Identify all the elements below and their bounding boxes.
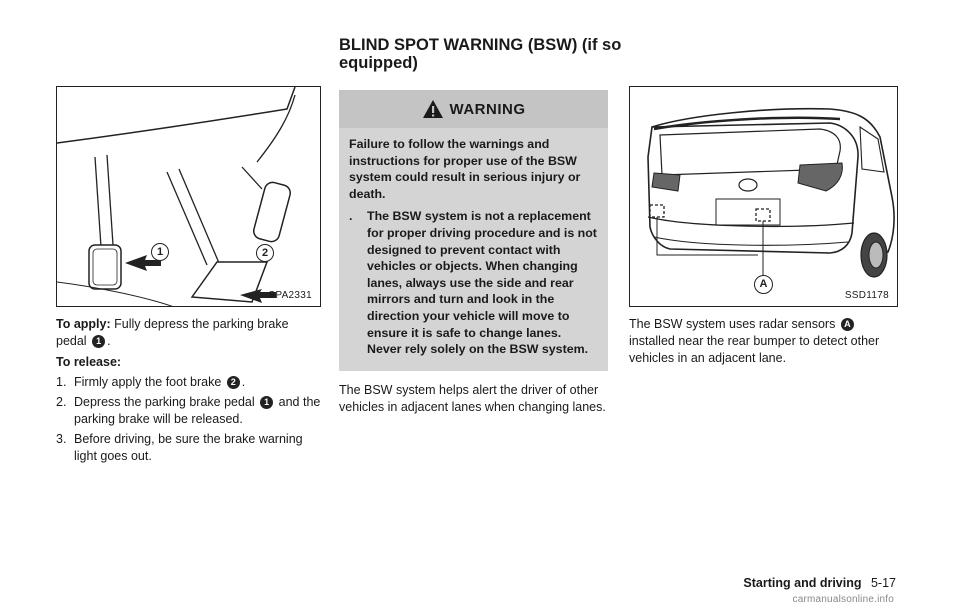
step-number: 2. <box>56 395 67 409</box>
step-text: Depress the parking brake pedal 1 and the parking brake will be released. <box>74 395 321 426</box>
callout-a-icon: A <box>841 318 854 331</box>
list-item <box>56 431 321 465</box>
page-footer <box>743 576 896 590</box>
list-item <box>56 394 321 428</box>
page-number: 5-17 <box>870 576 896 590</box>
vehicle-figure <box>629 86 898 307</box>
warning-body <box>339 128 608 358</box>
figure-code: SPA2331 <box>268 290 312 301</box>
warning-intro: Failure to follow the warnings and instructions for proper use of the BSW system could result in serious injury or death. <box>349 137 581 201</box>
callout-1-icon: 1 <box>151 243 169 261</box>
section-title: BLIND SPOT WARNING (BSW) (if so equipped) <box>339 36 622 72</box>
callout-2-icon: 2 <box>256 244 274 262</box>
apply-text-end: . <box>107 334 111 348</box>
figure-code: SSD1178 <box>844 290 889 301</box>
minivan-illustration <box>630 87 898 307</box>
warning-bullet <box>349 208 598 357</box>
apply-paragraph <box>56 316 321 350</box>
bullet-marker: . <box>349 209 353 224</box>
warning-title: WARNING <box>449 100 526 118</box>
callout-a-icon: A <box>754 275 773 294</box>
callout-1-icon: 1 <box>92 335 105 348</box>
warning-header <box>339 90 608 128</box>
footer-section: Starting and driving <box>743 576 862 590</box>
list-item <box>56 374 321 391</box>
pedal-illustration <box>57 87 321 307</box>
apply-text: Fully depress the parking brake pedal <box>56 317 289 348</box>
step-text: Before driving, be sure the brake warning light goes out. <box>74 432 303 463</box>
warning-triangle-icon <box>422 99 444 119</box>
step-number: 3. <box>56 432 67 446</box>
bsw-description: The BSW system helps alert the driver of other vehicles in adjacent lanes when changing lanes. <box>339 383 606 414</box>
step-number: 1. <box>56 375 67 389</box>
bullet-text: The BSW system is not a replacement for proper driving procedure and is not designed to prevent contact with vehicles or objects. When changing lanes, always use the side and rear mirrors and turn and look in the direction your vehicle will move to ensure it is safe to change lanes. Never rely solely on the BSW system. <box>367 209 597 357</box>
callout-1-icon: 1 <box>260 396 273 409</box>
sensor-paragraph: The BSW system uses radar sensors A installed near the rear bumper to detect other vehicles in an adjacent lane. <box>629 317 880 365</box>
step-text: Firmly apply the foot brake 2 . <box>74 375 246 389</box>
parking-brake-figure <box>56 86 321 307</box>
warning-box <box>339 90 608 371</box>
release-section <box>56 354 321 465</box>
callout-2-icon: 2 <box>227 376 240 389</box>
release-steps <box>56 374 321 465</box>
watermark: carmanualsonline.info <box>792 594 894 605</box>
apply-label: To apply: <box>56 317 111 331</box>
release-label: To release: <box>56 355 122 369</box>
